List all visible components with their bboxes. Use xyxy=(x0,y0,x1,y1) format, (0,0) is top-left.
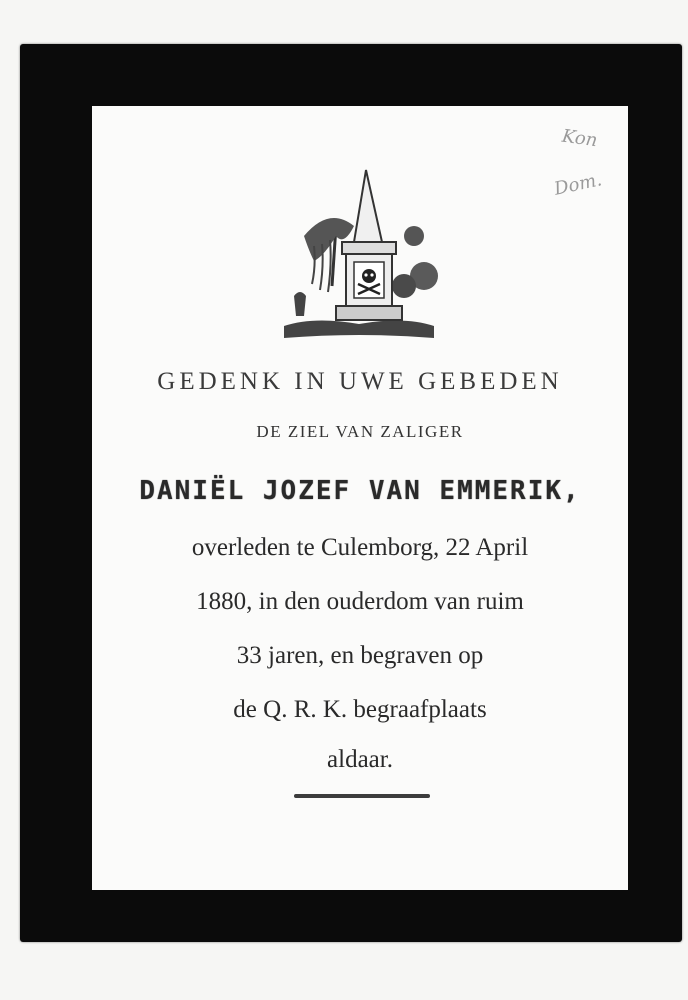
text-line: overleden te Culemborg, 22 April xyxy=(191,534,529,561)
memorial-obelisk-skull-icon xyxy=(274,166,444,344)
card-paper xyxy=(92,106,628,890)
text-line: 33 jaren, en begraven op xyxy=(236,642,484,669)
handwritten-note: Dom. xyxy=(552,169,604,200)
text-line: 1880, in den ouderdom van ruim xyxy=(196,588,524,615)
text-line: de Q. R. K. begraafplaats xyxy=(233,696,487,723)
text-line: aldaar. xyxy=(327,746,393,773)
handwritten-note: Kon xyxy=(560,125,599,152)
mourning-card xyxy=(20,44,682,942)
decorative-rule xyxy=(294,794,430,798)
heading-line: GEDENK IN UWE GEBEDEN xyxy=(157,368,563,395)
deceased-name: DANIËL JOZEF VAN EMMERIK, xyxy=(139,476,581,506)
subheading-line: DE ZIEL VAN ZALIGER xyxy=(256,422,464,441)
